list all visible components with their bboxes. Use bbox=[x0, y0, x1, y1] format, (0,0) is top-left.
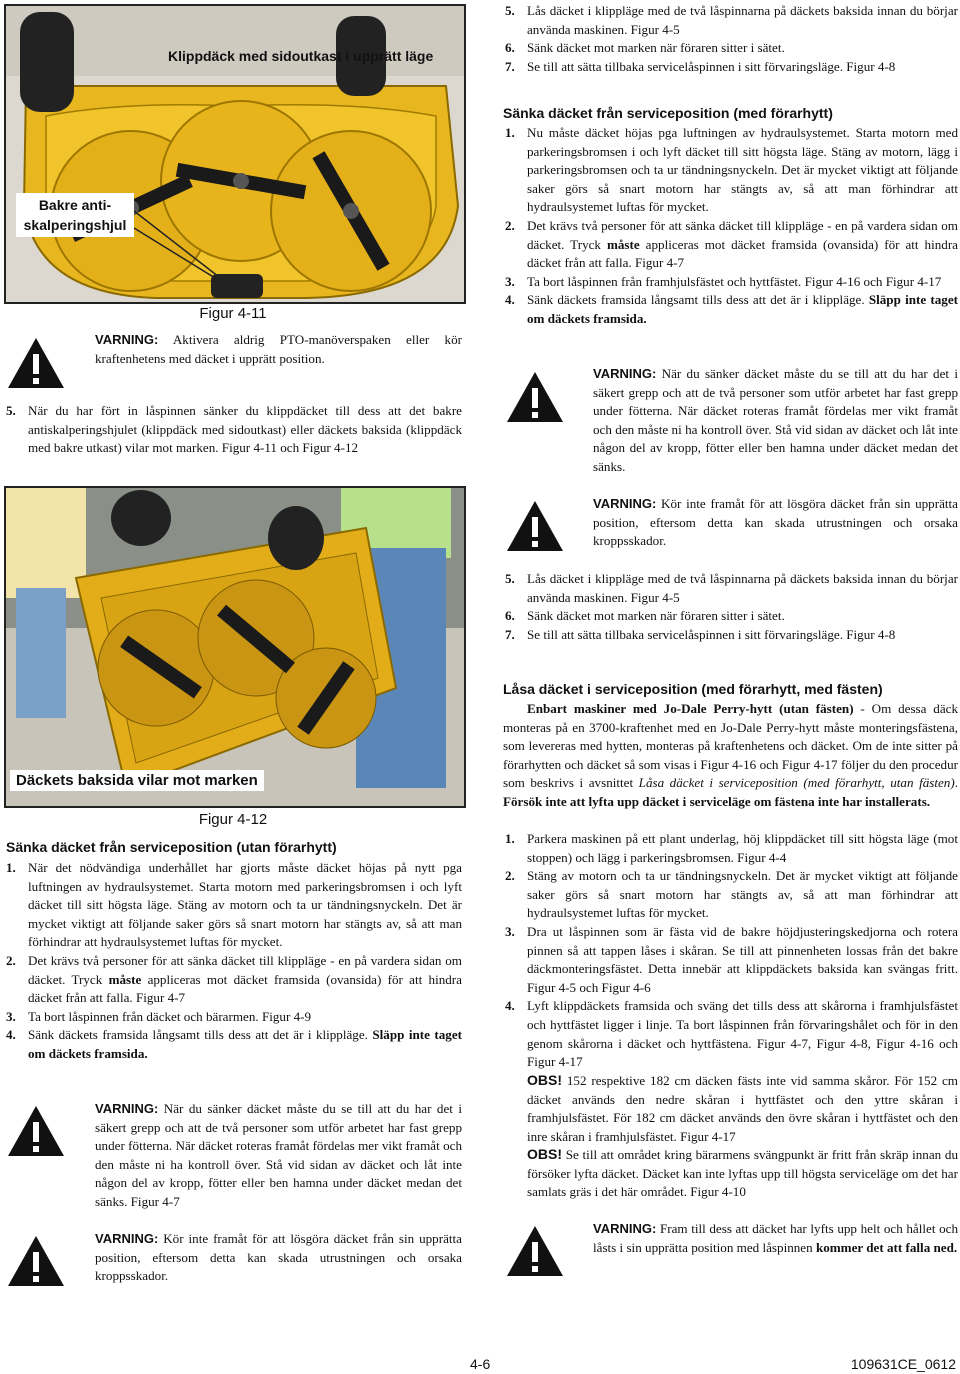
item-number: 5. bbox=[505, 3, 515, 18]
warning-label: VARNING: bbox=[95, 332, 159, 347]
list-item bbox=[6, 402, 462, 458]
figure-4-11-callout-top: Klippdäck med sidoutkast i upprätt läge bbox=[168, 48, 434, 64]
callout-left-line2: skalperingshjul bbox=[23, 217, 127, 233]
figure-4-12-callout: Däckets baksida vilar mot marken bbox=[10, 770, 264, 791]
left-section-list bbox=[6, 859, 462, 1064]
warning-label: VARNING: bbox=[95, 1101, 159, 1116]
list-item bbox=[6, 1026, 462, 1063]
intro-text: - Om dessa däck monteras på en 3700-kraftenhet med en Jo-Dale Perry-hytt måste monteringsfästena, som levereras med hytten, monteras på kraftenhetens och däcket. Om de inte sitter på förarhytten och däcket så som visas i Figur 4-16 och Figur 4-17 följer du den procedur som beskrivs i avsnittet bbox=[503, 701, 958, 791]
right-warning-3 bbox=[593, 1220, 958, 1257]
item-number: 4. bbox=[505, 292, 515, 308]
item-bold: måste bbox=[108, 971, 142, 987]
item-number: 3. bbox=[505, 273, 515, 289]
warning-text: Kör inte framåt för att lösgöra däcket från sin upprätta position, eftersom detta kan skada utrustningen och orsaka kroppsskador. bbox=[593, 496, 958, 549]
item-number: 1. bbox=[6, 860, 16, 875]
warning-triangle-icon bbox=[6, 1104, 66, 1158]
item-text: Parkera maskinen på ett plant underlag, höj klippdäcket till sitt högsta läge (mot stoppen) och lägg i parkeringsbromsen. Figur 4-4 bbox=[527, 831, 958, 865]
list-item bbox=[6, 1008, 462, 1027]
intro-italic: Låsa däcket i serviceposition (med förarhytt, utan fästen) bbox=[638, 775, 955, 791]
list-item bbox=[505, 58, 958, 77]
warning-text: Aktivera aldrig PTO-manöverspaken eller kör kraftenhetens med däcket i upprätt position. bbox=[95, 332, 462, 366]
item-text: appliceras mot däcket framsida (ovansida) för att hindra däcket från att falla. Figur 4-7 bbox=[28, 971, 462, 1006]
right-warning-1 bbox=[593, 365, 958, 477]
list-item bbox=[505, 273, 958, 292]
list-item bbox=[505, 39, 958, 58]
intro-dot: . bbox=[954, 775, 958, 791]
item-text: Nu måste däcket höjas pga luftningen av hydraulsystemet. Starta motorn med parkeringsbromsen i och lyft däcket till sitt högsta läge. Stäng av motorn, lägg i parkeringsbromsen och ta ur tändningsnyckeln. Det är mycket viktigt att följande saker görs så snart motorn har stängts av, så att man förhindrar att hydraulsystemet luftas för mycket. bbox=[527, 125, 958, 215]
list-item bbox=[505, 607, 958, 626]
list-item bbox=[505, 2, 958, 39]
item-text: Dra ut låspinnen som är fästa vid de bakre höjdjusteringskedjorna och rotera pinnen så att tappen låses i skåran. Se till att pinnenheten lossas från det bakre däckmonteringsfästet. Detta innebär att klippdäckets baksida kan svängas fritt. Figur 4-5 och Figur 4-6 bbox=[527, 923, 958, 995]
figure-4-11-title: Figur 4-11 bbox=[199, 305, 267, 322]
item-number: 5. bbox=[505, 571, 515, 586]
right-section1-heading: Sänka däcket från serviceposition (med förarhytt) bbox=[503, 105, 833, 121]
item-number: 4. bbox=[6, 1027, 16, 1043]
warning-label: VARNING: bbox=[593, 496, 657, 511]
item-number: 1. bbox=[505, 831, 515, 846]
item-number: 7. bbox=[505, 626, 515, 642]
warning-label: VARNING: bbox=[95, 1231, 159, 1246]
item-number: 5. bbox=[6, 403, 16, 418]
item-text: Lås däcket i klippläge med de två låspinnarna på däckets baksida innan du börjar använda maskinen. Figur 4-5 bbox=[527, 571, 958, 605]
list-item bbox=[6, 859, 462, 952]
right-mid-list bbox=[505, 570, 958, 644]
right-section2-list bbox=[505, 830, 958, 1072]
item-number: 6. bbox=[505, 608, 515, 624]
left-warning-3 bbox=[95, 1230, 462, 1286]
item-number: 7. bbox=[505, 58, 515, 74]
figure-4-12-photo bbox=[4, 486, 466, 808]
intro-bold-2: Försök inte att lyfta upp däcket i serviceläge om fästena inte har installerats. bbox=[503, 793, 931, 809]
item-text: Ta bort låspinnen från framhjulsfästet och hyttfästet. Figur 4-16 och Figur 4-17 bbox=[527, 273, 942, 289]
obs-text: Se till att området kring bärarmens svängpunkt är fritt från skräp innan du försöker lyfta däcket. Däcket kan inte lyftas upp till högsta serviceläge om det har samlats gräs i det här området. Figur 4-10 bbox=[527, 1147, 958, 1200]
item-text: Det krävs två personer för att sänka däcket till klippläge - en på vardera sidan om däcket. Tryck bbox=[28, 952, 462, 987]
obs-label: OBS! bbox=[527, 1146, 562, 1162]
warning-text: Fram till dess att däcket har lyfts upp helt och hållet och låsts i sin upprätta position med låspinnen bbox=[593, 1221, 958, 1255]
item-number: 6. bbox=[505, 40, 515, 56]
list-item bbox=[505, 830, 958, 867]
warning-bold: kommer det att falla ned. bbox=[815, 1239, 958, 1255]
right-section2-heading: Låsa däcket i serviceposition (med förarhytt, med fästen) bbox=[503, 681, 883, 697]
item-text: Sänk däckets framsida långsamt tills dess att det är i klippläge. bbox=[28, 1027, 373, 1043]
right-warning-2 bbox=[593, 495, 958, 551]
item-text: Lås däcket i klippläge med de två låspinnarna på däckets baksida innan du börjar använda maskinen. Figur 4-5 bbox=[527, 3, 958, 37]
item-number: 4. bbox=[505, 998, 515, 1014]
warning-triangle-icon bbox=[6, 336, 66, 390]
obs-label: OBS! bbox=[527, 1072, 562, 1088]
item-bold: måste bbox=[606, 236, 640, 252]
item-number: 1. bbox=[505, 125, 515, 140]
left-step-5 bbox=[6, 402, 462, 458]
item-number: 2. bbox=[505, 868, 515, 884]
item-number: 3. bbox=[6, 1008, 16, 1024]
left-section-heading: Sänka däcket från serviceposition (utan förarhytt) bbox=[6, 839, 337, 855]
list-item bbox=[505, 291, 958, 328]
item-number: 2. bbox=[505, 217, 515, 233]
intro-bold: Enbart maskiner med Jo-Dale Perry-hytt (utan fästen) bbox=[527, 701, 854, 716]
right-section2-intro bbox=[503, 700, 958, 812]
figure-4-12-title: Figur 4-12 bbox=[198, 811, 268, 828]
list-item bbox=[505, 570, 958, 607]
list-item bbox=[505, 867, 958, 923]
page-number: 4-6 bbox=[470, 1356, 491, 1372]
warning-triangle-icon bbox=[505, 1224, 565, 1278]
item-bold: Släpp inte taget om däckets framsida. bbox=[527, 292, 958, 326]
item-text: Se till att sätta tillbaka servicelåspinnen i sitt förvaringsläge. Figur 4-8 bbox=[527, 58, 896, 74]
warning-text: När du sänker däcket måste du se till att du har det i säkert grepp och att de två personer som utför arbetet har fast grepp under fötterna. När däcket roteras framåt fördelas mer vikt framåt och den måste ni ha kontroll över. Stå vid sidan av däcket och låt inte någon del av kropp, fötter eller ben hamna under däcket medan det sänks. bbox=[593, 366, 958, 474]
item-text: När du har fört in låspinnen sänker du klippdäcket till dess att det bakre antiskalperingshjulet (klippdäck med sidoutkast) eller däckets baksida (klippdäck med bakre utkast) vilar mot marken. Figur 4-11 och Figur 4-12 bbox=[28, 403, 462, 456]
right-obs-2 bbox=[527, 1145, 958, 1202]
obs-text: 152 respektive 182 cm däcken fästs inte vid samma skåror. För 152 cm däcket används den nedre skåran i hyttfästet och den yttre skåran i framhjulsfästet. För 182 cm däcket används den övre skåran i hyttfästet och den inre skåran i framhjulsfästet. Figur 4-17 bbox=[527, 1073, 958, 1144]
item-text: Sänk däcket mot marken när föraren sitter i sätet. bbox=[527, 40, 785, 56]
list-item bbox=[505, 217, 958, 273]
right-section1-list bbox=[505, 124, 958, 329]
warning-label: VARNING: bbox=[593, 366, 657, 381]
left-warning-2 bbox=[95, 1100, 462, 1212]
item-text: appliceras mot däcket framsida (ovansida) för att hindra däcket från att falla. Figur 4-7 bbox=[527, 236, 958, 271]
callout-left-line1: Bakre anti- bbox=[38, 197, 112, 213]
left-warning-1 bbox=[95, 331, 462, 368]
warning-text: Kör inte framåt för att lösgöra däcket från sin upprätta position, eftersom detta kan skada utrustningen och orsaka kroppsskador. bbox=[95, 1231, 462, 1284]
warning-triangle-icon bbox=[505, 370, 565, 424]
list-item bbox=[6, 952, 462, 1008]
item-bold: Släpp inte taget om däckets framsida. bbox=[28, 1027, 462, 1061]
list-item bbox=[505, 923, 958, 997]
item-text: Sänk däckets framsida långsamt tills dess att det är i klippläge. bbox=[527, 292, 869, 308]
item-text: Se till att sätta tillbaka servicelåspinnen i sitt förvaringsläge. Figur 4-8 bbox=[527, 626, 896, 642]
deck-resting-illustration bbox=[6, 488, 464, 806]
warning-label: VARNING: bbox=[593, 1221, 657, 1236]
item-text: Det krävs två personer för att sänka däcket till klippläge - en på vardera sidan om däcket. Tryck bbox=[527, 217, 958, 252]
document-id: 109631CE_0612 bbox=[850, 1356, 956, 1372]
list-item bbox=[505, 626, 958, 645]
warning-text: När du sänker däcket måste du se till att du har det i säkert grepp och att de två personer som utför arbetet har fast grepp under fötterna. När däcket roteras framåt fördelas mer vikt framåt och den måste ni ha kontroll över. Stå vid sidan av däcket och låt inte någon del av kropp, fötter eller ben hamna under däcket medan det sänks. Figur 4-7 bbox=[95, 1101, 462, 1209]
list-item bbox=[505, 997, 958, 1071]
warning-triangle-icon bbox=[6, 1234, 66, 1288]
right-obs-1 bbox=[527, 1071, 958, 1146]
item-number: 2. bbox=[6, 952, 16, 968]
warning-triangle-icon bbox=[505, 499, 565, 553]
item-number: 3. bbox=[505, 923, 515, 939]
item-text: Ta bort låspinnen från däcket och bärarmen. Figur 4-9 bbox=[28, 1008, 312, 1024]
item-text: Stäng av motorn och ta ur tändningsnyckeln. Det är mycket viktigt att följande saker görs så snart motorn har stängts av, så att man förhindrar att hydraulsystemet luftas för mycket. bbox=[527, 868, 958, 921]
figure-4-11-callout-left bbox=[16, 193, 134, 237]
item-text: Lyft klippdäckets framsida och sväng det tills dess att skårorna i framhjulsfästet och hyttfästet ligger i linje. Ta bort låspinnen från förvaringshålet och för in den genom skårorna i däcket och hyttfästena. Figur 4-7, Figur 4-8, Figur 4-16 och Figur 4-17 bbox=[527, 998, 958, 1070]
list-item bbox=[505, 124, 958, 217]
right-top-list bbox=[505, 2, 958, 76]
item-text: När det nödvändiga underhållet har gjorts måste däcket höjas på nytt pga luftningen av hydraulsystemet. Starta motorn med parkeringsbromsen i och lyft däcket till sitt högsta läge. Stäng av motorn och ta ur tändningsnyckeln. Det är mycket viktigt att följande saker görs så snart motorn har stängts av, så att man förhindrar att hydraulsystemet luftas för mycket. bbox=[28, 860, 462, 950]
item-text: Sänk däcket mot marken när föraren sitter i sätet. bbox=[527, 608, 785, 624]
